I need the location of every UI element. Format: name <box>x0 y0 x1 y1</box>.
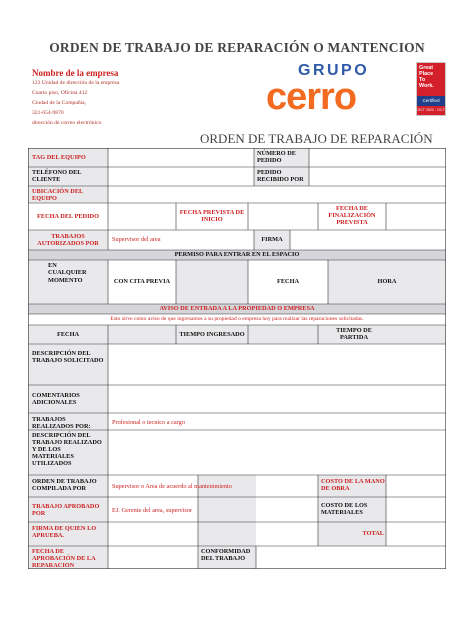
pedido-recibido-field[interactable] <box>311 168 444 185</box>
fecha-finalizacion-field[interactable] <box>388 204 444 229</box>
fecha-pedido-label: FECHA DEL PEDIDO <box>37 213 99 220</box>
company-address-line: Ciudad de la Compañía, <box>32 100 87 106</box>
con-cita-previa-field[interactable] <box>178 262 246 302</box>
descripcion-realizado-field[interactable] <box>110 432 444 474</box>
trabajos-realizados-value[interactable]: Profesional o tecnico a cargo <box>112 419 185 426</box>
fecha-aprobacion-field[interactable] <box>110 547 196 568</box>
total-field[interactable] <box>388 523 444 545</box>
fecha-finalizacion-label: FECHA DE FINALIZACIÓN PREVISTA <box>328 205 376 226</box>
numero-pedido-label: NÚMERO DE PEDIDO <box>257 150 297 164</box>
comentarios-label: COMENTARIOS ADICIONALES <box>32 392 80 406</box>
hora-label: HORA <box>377 278 397 285</box>
con-cita-previa-label: CON CITA PREVIA <box>113 278 171 285</box>
tiempo-partida-label: TIEMPO DE PARTIDA <box>336 327 372 341</box>
telefono-cliente-field[interactable] <box>110 168 252 185</box>
fecha-permiso-label: FECHA <box>276 278 300 285</box>
conformidad-label: CONFORMIDAD DEL TRABAJO <box>201 548 251 562</box>
tiempo-partida-field[interactable] <box>388 326 444 343</box>
badge-text: Great Place To Work. <box>417 63 445 96</box>
ubicacion-equipo-field[interactable] <box>110 187 444 202</box>
work-order-form <box>28 148 446 569</box>
fecha-prevista-field[interactable] <box>250 204 316 229</box>
aviso-text: Esto sirve como aviso de que ingresamos a su propiedad o empresa hoy para realizar las reparaciones solicitadas. <box>110 316 364 322</box>
firma-aprueba-field[interactable] <box>110 523 316 545</box>
badge-date: OCT 2022 - OCT 2023 <box>417 108 445 121</box>
descripcion-realizado-label: DESCRIPCIÓN DEL TRABAJO REALIZADO Y DE LOS MATERIALES UTILIZADOS <box>32 432 102 467</box>
company-address-line: Cuarto piso, Oficina 412 <box>32 90 88 96</box>
costo-materiales-field[interactable] <box>388 498 444 521</box>
descripcion-trabajo-label: DESCRIPCIÓN DEL TRABAJO SOLICITADO <box>32 350 104 364</box>
numero-pedido-field[interactable] <box>311 149 444 166</box>
aviso-header: AVISO DE ENTRADA A LA PROPIEDAD O EMPRESA <box>159 305 315 312</box>
comentarios-field[interactable] <box>110 387 444 412</box>
logo-cerro-text: cerro <box>266 76 357 118</box>
costo-materiales-label: COSTO DE LOS MATERIALES <box>321 502 368 516</box>
trabajos-autorizados-label: TRABAJOS AUTORIZADOS POR <box>37 233 99 247</box>
company-name: Nombre de la empresa <box>32 68 119 78</box>
trabajos-autorizados-value[interactable]: Supervisor del area <box>112 236 161 243</box>
tag-equipo-field[interactable] <box>110 149 252 166</box>
fecha-aviso-field[interactable] <box>110 326 174 343</box>
firma-label: FIRMA <box>261 236 283 243</box>
badge-certified: Certified <box>417 96 445 106</box>
total-label: TOTAL <box>362 530 384 537</box>
en-cualquier-momento-label: EN CUALQUIER MOMENTO <box>48 262 87 284</box>
orden-compilada-label: ORDEN DE TRABAJO COMPILADA POR <box>32 478 97 492</box>
ubicacion-equipo-label: UBICACIÓN DEL EQUIPO <box>32 188 83 202</box>
fecha-pedido-field[interactable] <box>110 204 174 229</box>
logo-grupo-text: GRUPO <box>298 62 370 79</box>
company-phone: 321-654-9870 <box>32 110 64 116</box>
fecha-aviso-label: FECHA <box>56 331 80 338</box>
trabajo-aprobado-label: TRABAJO APROBADO POR <box>32 503 100 517</box>
tag-equipo-label: TAG DEL EQUIPO <box>32 154 86 161</box>
firma-field[interactable] <box>292 231 444 249</box>
descripcion-trabajo-field[interactable] <box>110 346 444 384</box>
telefono-cliente-label: TELÉFONO DEL CLIENTE <box>32 169 82 183</box>
costo-mano-obra-field[interactable] <box>388 476 444 496</box>
permiso-header: PERMISO PARA ENTRAR EN EL ESPACIO <box>174 251 300 258</box>
trabajos-realizados-label: TRABAJOS REALIZADOS POR: <box>32 416 91 430</box>
costo-mano-obra-label: COSTO DE LA MANO DE OBRA <box>321 478 385 492</box>
orden-compilada-value[interactable]: Supervisor o Area de acuerdo al mantenimiento <box>112 483 232 490</box>
pedido-recibido-label: PEDIDO RECIBIDO POR <box>257 169 304 183</box>
page-title: ORDEN DE TRABAJO DE REPARACIÓN O MANTENCION <box>49 40 425 55</box>
fecha-prevista-label: FECHA PREVISTA DE INICIO <box>179 209 245 223</box>
company-address-line: 123 Unidad de dirección de la empresa <box>32 80 120 86</box>
form-subtitle: ORDEN DE TRABAJO DE REPARACIÓN <box>200 131 433 146</box>
fecha-aprobacion-label: FECHA DE APROBACIÓN DE LA REPARACION <box>32 548 96 569</box>
company-email: dirección de correo electrónico <box>32 120 102 126</box>
tiempo-ingresado-label: TIEMPO INGRESADO <box>179 331 245 338</box>
trabajo-aprobado-value[interactable]: EJ. Gerente del area, supervisor <box>112 507 193 514</box>
firma-aprueba-label: FIRMA DE QUIEN LO APRUEBA. <box>32 525 97 539</box>
great-place-to-work-badge <box>416 62 446 121</box>
conformidad-field[interactable] <box>258 547 444 568</box>
tiempo-ingresado-field[interactable] <box>250 326 316 343</box>
